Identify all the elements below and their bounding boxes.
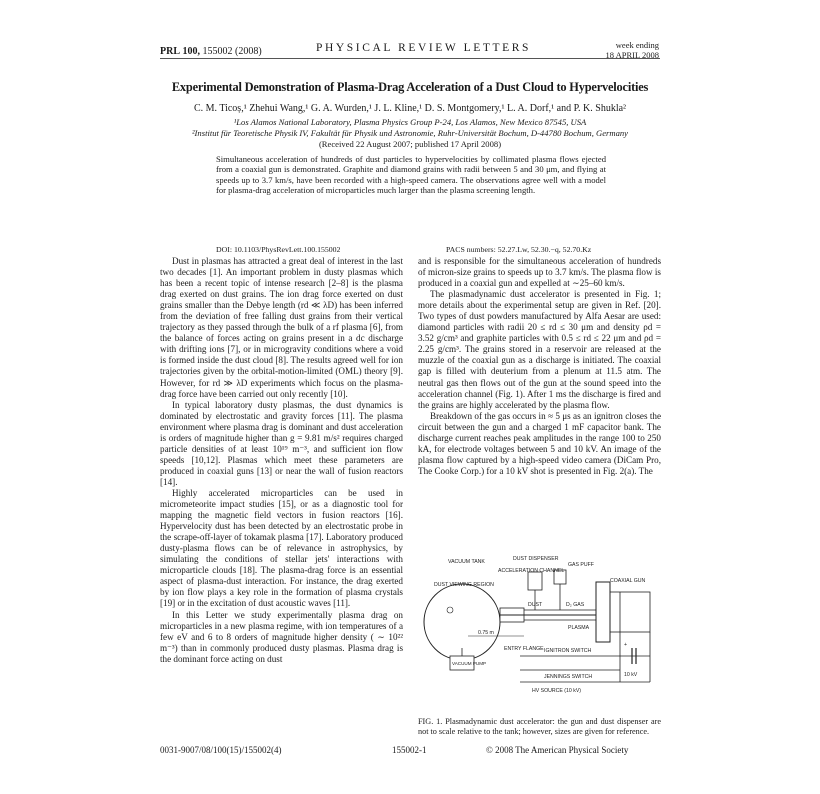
footer-code: 0031-9007/08/100(15)/155002(4) bbox=[160, 745, 282, 755]
affiliation-1: ¹Los Alamos National Laboratory, Plasma Physics Group P-24, Los Alamos, New Mexico 87545, USA bbox=[233, 117, 587, 127]
dust-dispenser-box bbox=[528, 572, 542, 590]
paragraph: Breakdown of the gas occurs in ≈ 5 μs as an ignitron closes the circuit between the gun and a charged 1 mF capacitor bank. The discharge current reaches peak amplitudes in the range 100 to 250 kA, for electrode voltages between 5 and 10 kV. An image of the plasma flow captured by a high-speed video camera (DiCam Pro, The Cooke Corp.) for a 10 kV shot is presented in Fig. 2(a). The bbox=[418, 410, 661, 476]
body-column-right bbox=[418, 256, 661, 477]
journal-volume: 100, bbox=[182, 46, 200, 57]
label-acceleration-channel: ACCELERATION CHANNEL bbox=[498, 568, 565, 574]
article-title: Experimental Demonstration of Plasma-Drag Acceleration of a Dust Cloud to Hypervelocities bbox=[171, 80, 649, 94]
label-d2-gas: D₂ GAS bbox=[566, 602, 585, 608]
journal-name: PHYSICAL REVIEW LETTERS bbox=[316, 42, 532, 54]
label-dust-dispenser: DUST DISPENSER bbox=[513, 556, 559, 562]
issue-date bbox=[605, 40, 659, 60]
label-ignitron-switch: IGNITRON SWITCH bbox=[544, 648, 592, 654]
paragraph: The plasmadynamic dust accelerator is presented in Fig. 1; more details about the experimental setup are given in Ref. [20]. Two types of dust powders manufactured by Alfa Aesar are used: diamond particles with radii 20 ≤ rd ≤ 30 μm and density ρd = 3.52 g/cm³ and graphite particles with 0.5 ≤ rd ≤ 22 μm and ρd = 2.25 g/cm³. The grains stored in a reservoir are released at the muzzle of the coaxial gun as a discharge is initiated. The coaxial gap is filled with deuterium from a plenum at 11.5 atm. The neutral gas then flows out of the gun at the sound speed into the acceleration channel (Fig. 1). After 1 ms the discharge is fired and the grains are highly accelerated by the plasma flow. bbox=[418, 289, 661, 410]
label-vacuum-pump: VACUUM PUMP bbox=[452, 661, 487, 666]
label-dust-viewing-region: DUST VIEWING REGION bbox=[434, 582, 494, 588]
affiliation-2: ²Institut für Teoretische Physik IV, Fakultät für Physik und Astronomie, Ruhr-Universität Bochum, D-44780 Bochum, Germany bbox=[191, 128, 628, 138]
week-ending-label: week ending bbox=[615, 40, 659, 50]
label-plus: + bbox=[624, 642, 628, 648]
label-gas-puff: GAS PUFF bbox=[568, 562, 594, 568]
header-rule bbox=[160, 58, 660, 59]
paragraph: In typical laboratory dusty plasmas, the dust dynamics is dominated by electrostatic and gravity forces [11]. The plasma environment where plasma drag is dominant and dust acceleration is orders of magnitude higher than g = 9.81 m/s² requires charged particle densities of at least 10¹⁹ m⁻³, and sufficient ion flow speeds [10,12]. Plasmas which meet these parameters are produced in coaxial guns [13] or near the wall of fusion reactors [14]. bbox=[160, 399, 403, 487]
dust-viewing-marker bbox=[447, 607, 453, 613]
label-entry-flange: ENTRY FLANGE bbox=[504, 646, 544, 652]
issue-date-value: 18 APRIL 2008 bbox=[605, 50, 659, 60]
coaxial-gun-body bbox=[596, 582, 610, 642]
label-jennings-switch: JENNINGS SWITCH bbox=[544, 674, 593, 680]
article-number: 155002 (2008) bbox=[202, 46, 262, 57]
paragraph: and is responsible for the simultaneous acceleration of hundreds of micron-size grains to speeds up to 3.7 km/s. The plasma flow is produced in a coaxial gun and expelled at ∼25–60 km/s. bbox=[418, 256, 661, 289]
figure-1-diagram bbox=[420, 552, 660, 704]
label-dust: DUST bbox=[528, 602, 543, 608]
label-voltage: 10 kV bbox=[624, 672, 638, 678]
author-list: C. M. Ticoș,¹ Zhehui Wang,¹ G. A. Wurden,¹ J. L. Kline,¹ D. S. Montgomery,¹ L. A. Dorf,¹ and P. K. Shukla² bbox=[193, 103, 627, 114]
label-plasma: PLASMA bbox=[568, 625, 590, 631]
footer-copyright: © 2008 The American Physical Society bbox=[486, 745, 629, 755]
paragraph: Highly accelerated microparticles can be used in micrometeorite impact studies [15], or as a diagnostic tool for mapping the magnetic field vectors in fusion reactors [16]. Hypervelocity dust has been detected by an electrostatic probe in the scrape-off-layer of tokamak plasma [17]. Laboratory produced dusty-plasma flows can be of relevance in astrophysics, by simulating the conditions of stellar jets' interactions with microparticle clouds [18]. The plasma-drag force is an essential aspect of plasma-dust interaction. For instance, the drag exerted by ion flow plays a key role in the formation of plasma crystals [19] or in the excitation of dust acoustic waves [11]. bbox=[160, 487, 403, 609]
paragraph: Dust in plasmas has attracted a great deal of interest in the last two decades [1]. An important problem in dusty plasmas which has been a recent topic of intense research [2–8] is the plasma drag exerted on dust grains. The ion drag force exerted on dust grains smaller than the Debye length (rd ≪ λD) has been inferred from the deviation of free falling dust grains from their vertical trajectory as they passed through the bulk of a rf plasma [6], from the balance of forces acting on grains present in a dc discharge with drifting ions [7], or in microgravity conditions where a void is formed inside the dust cloud [8]. The results agreed well for ion trajectories given by the orbital-motion-limited (OML) theory [9]. However, for rd ≫ λD experiments which focus on the plasma-drag force have been carried out only recently [10]. bbox=[160, 256, 403, 399]
coaxial-gun-outer bbox=[610, 592, 650, 632]
doi-link[interactable]: DOI: 10.1103/PhysRevLett.100.155002 bbox=[216, 245, 341, 254]
abstract: Simultaneous acceleration of hundreds of dust particles to hypervelocities by collimated plasma flows ejected from a coaxial gun is demonstrated. Graphite and diamond grains with radii between 5 and 30 μm, and flying at speeds up to 3.7 km/s, have been recorded with a high-speed camera. The observations agree well with a model for plasma-drag acceleration of microparticles much larger than the plasma screening length. bbox=[216, 154, 606, 196]
received-dates: (Received 22 August 2007; published 17 April 2008) bbox=[318, 139, 502, 149]
body-column-left bbox=[160, 256, 403, 665]
pacs-numbers: PACS numbers: 52.27.Lw, 52.30.−q, 52.70.Kz bbox=[446, 245, 592, 254]
label-vacuum-tank: VACUUM TANK bbox=[448, 559, 485, 565]
paragraph: In this Letter we study experimentally plasma drag on microparticles in a new plasma regime, with ion temperatures of a few eV and 6 to 8 orders of magnitude higher density ( ∼ 10²² m⁻³) than in commonly produced dusty plasmas. Plasma drag is the dominant force acting on dust bbox=[160, 609, 403, 664]
figure-1-caption: FIG. 1. Plasmadynamic dust accelerator: the gun and dust dispenser are not to scale relative to the tank; however, sizes are given for reference. bbox=[418, 717, 661, 736]
footer-page: 155002-1 bbox=[392, 745, 427, 755]
label-distance: 0.75 m bbox=[478, 630, 494, 636]
label-hv-source: HV SOURCE (10 kV) bbox=[532, 688, 582, 694]
journal-abbrev: PRL bbox=[160, 46, 180, 57]
running-header-citation bbox=[160, 46, 262, 57]
label-coaxial-gun: COAXIAL GUN bbox=[610, 578, 646, 584]
